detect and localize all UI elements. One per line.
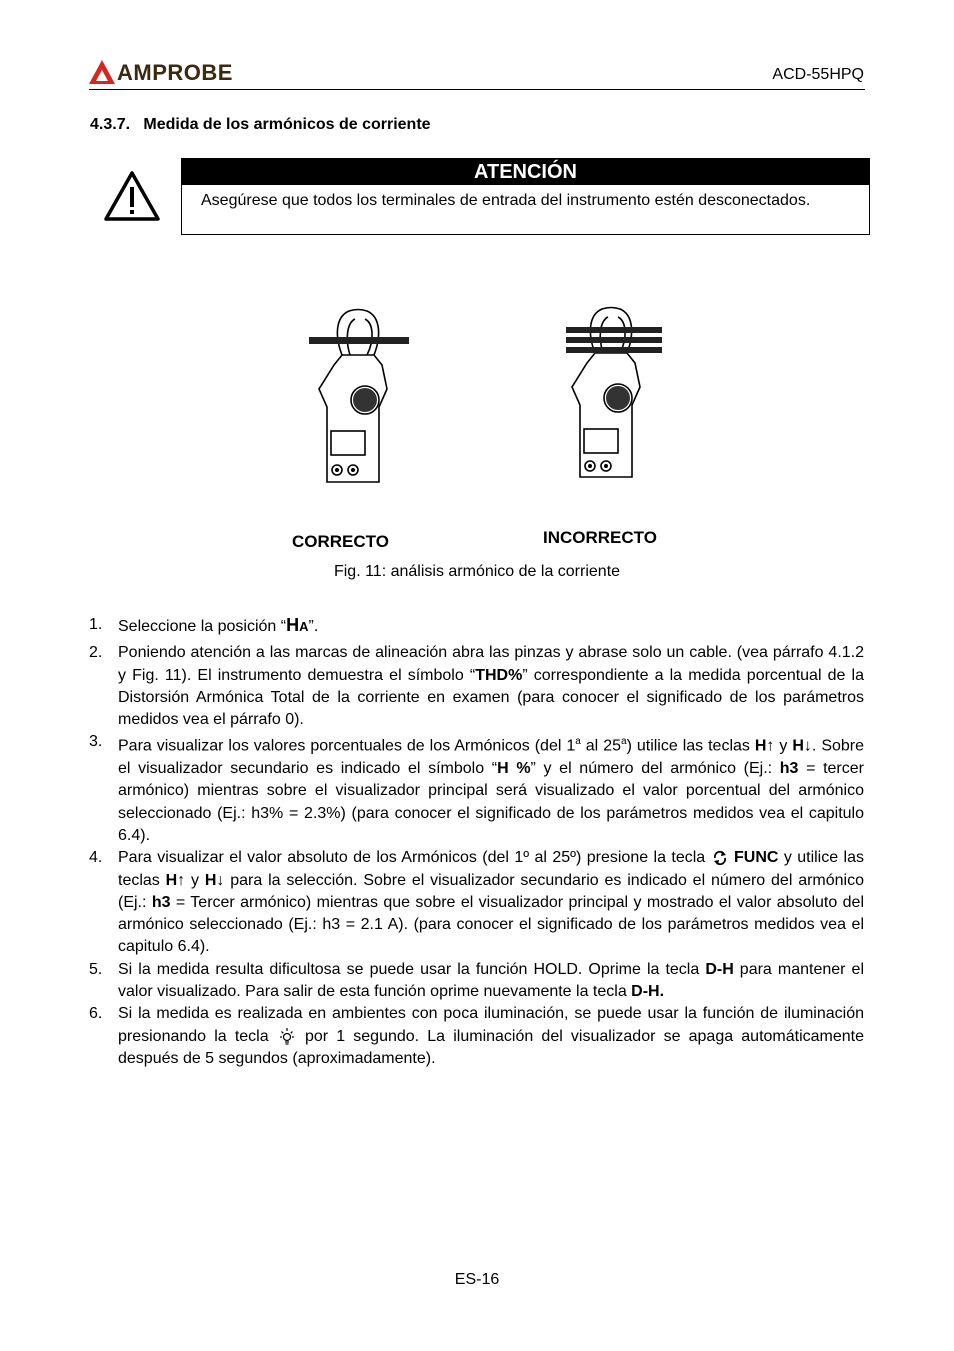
warning-title: ATENCIÓN — [182, 159, 869, 185]
list-item: 5. Si la medida resulta dificultosa se puede usar la función HOLD. Oprime la tecla D-H para mantener el valor visualizado. Para salir de esta función oprime nuevamente la tecla D-H. — [89, 960, 864, 1001]
steps-list — [89, 614, 864, 1070]
label-incorrect: INCORRECTO — [543, 528, 657, 547]
logo-triangle-icon — [89, 58, 117, 86]
label-correct: CORRECTO — [292, 532, 389, 551]
clamp-meter-incorrect — [558, 305, 668, 485]
list-item: 1. Seleccione la posición “HA”. — [89, 615, 319, 635]
model-number: ACD-55HPQ — [772, 66, 864, 83]
amprobe-logo — [89, 58, 239, 88]
figure-caption: Fig. 11: análisis armónico de la corriente — [333, 563, 621, 580]
list-item: 2. Poniendo atención a las marcas de alineación abra las pinzas y abrase solo un cable. (vea párrafo 4.1.2 y Fig. 11). El instrumento demuestra el símbolo “THD%” correspondiente a la medida porcentual de la Distorsión Armónica Total de la corriente en examen (para conocer el significado de los parámetros medidos vea el párrafo 0). — [89, 644, 864, 729]
list-item: 3. Para visualizar los valores porcentuales de los Armónicos (del 1$^a$ al 25$^a$) utilice las teclas H↑ y H↓. Sobre el visualizador secundario es indicado el símbolo “H %” y el número del armónico (Ej.: h3 = tercer armónico) mientras sobre el visualizador principal será visualizado el valor porcentual del armónico seleccionado (Ej.: h3% = 2.3%) (para conocer el significado de los parámetros medidos vea el capitulo 6.4). — [89, 733, 865, 844]
header-divider — [89, 89, 865, 90]
warning-text: Asegúrese que todos los terminales de entrada del instrumento estén desconectados. — [201, 192, 811, 209]
page-number: ES-16 — [454, 1271, 500, 1288]
logo-text: AMPROBE — [117, 60, 233, 85]
list-item: 4. Para visualizar el valor absoluto de los Armónicos (del 1º al 25º) presione la tecla FUNC y utilice las teclas H↑ y H↓ para la selección. Sobre el visualizador secundario es indicado el número del armónico (Ej.: h3 = Tercer armónico) mientras que sobre el visualizador principal y mostrado el valor absoluto del armónico seleccionado (Ej.: h3 = 2.1 A). (para conocer el significado de los parámetros medidos vea el capitulo 6.4). — [89, 849, 865, 956]
list-item: 6. Si la medida es realizada en ambientes con poca iluminación, se puede usar la función de iluminación presionando la tecla por 1 segundo. La iluminación del visualizador se apaga automáticamente después de 5 segundos (aproximadamente). — [89, 1005, 865, 1067]
warning-triangle-icon — [103, 170, 161, 222]
clamp-meter-correct — [305, 307, 415, 487]
rotate-arrows-icon — [711, 849, 729, 867]
sun-backlight-icon — [277, 1026, 297, 1046]
section-title: 4.3.7. Medida de los armónicos de corriente — [90, 116, 431, 133]
